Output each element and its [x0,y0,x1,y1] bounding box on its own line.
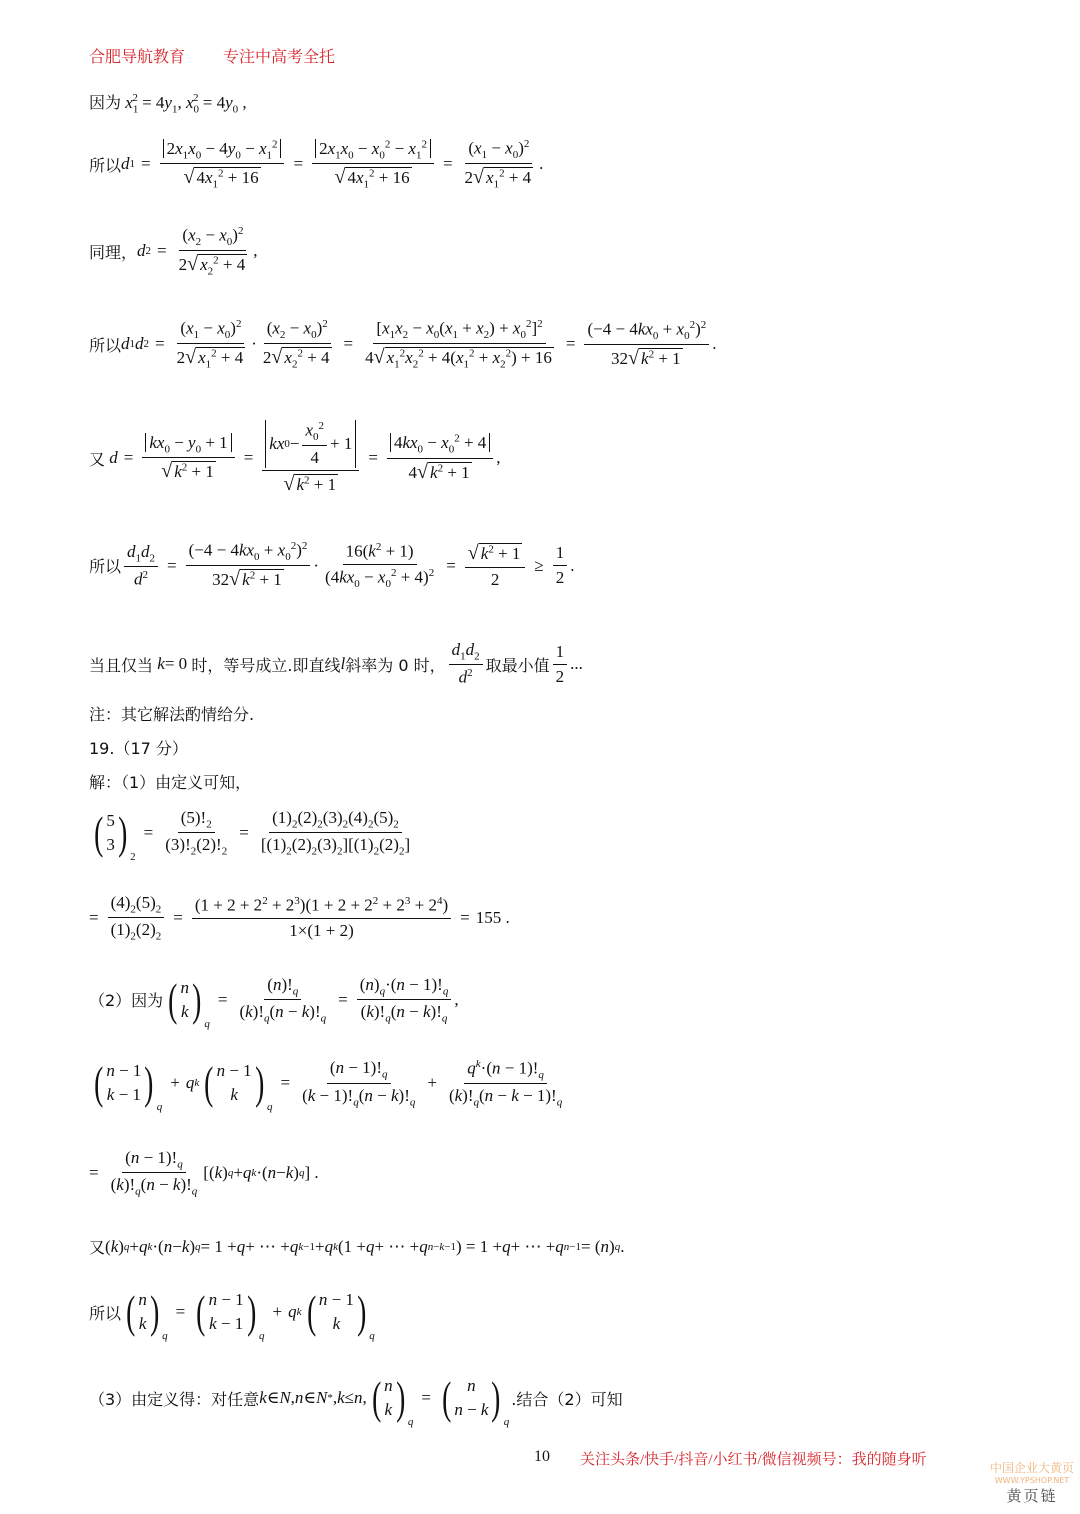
text-so-1: 所以 [89,155,122,175]
header-slogan: 专注中高考全托 [223,49,336,66]
watermark-logo [990,1459,1074,1506]
note: 注：其它解法酌情给分. [89,705,255,724]
eq-d1d2: 所以 d 1 d 2 = $\frac{(x_1 - x_0)^2}{2√ x_1^2 + 4}$ · $\frac{(x_2 - x_0)^2}{2√ x_2^2 + 4}$ = $\frac{[x_1x_2 - x_0(x_1 + x_2) + x_0^2]^2}{4√ x_1^2x_2^2 + 4(x_1^2 + x_2^2) + 16}$ = $\frac{(-4 - 4kx_0 + x_0^2)^2}{32√ k^2 + 1}$ . [89,318,717,371]
text-eq-cond2: 时，等号成立.即直线 [191,655,341,675]
eq-part2: （2）因为 ( n k ) $_q$ = $\frac{(n)!_q}{(k)!_q(n - k)!_q}$ = $\frac{(n)_q\cdot(n - 1)!_q}{(k)!_q(n - k)!_q}$ , [89,973,459,1030]
watermark-line3: 黄页链 [1006,1489,1058,1505]
text-likewise: 同理， [89,242,138,262]
footer-follow: 关注头条/快手/抖音/小红书/微信视频号：我的随身听 [580,1452,927,1468]
text-part3: （3）由定义得：对任意 [89,1389,260,1409]
eq-d2: 同理， d 2 = $\frac{(x_2 - x_0)^2}{2√ x_2^2 + 4}$ , [89,225,258,278]
text-part2: （2）因为 [89,991,164,1011]
line-because: 因为 $x_1^2 = 4y_1$, $x_0^2 = 4y_0$ , [89,92,247,116]
text-because: 因为 [89,93,122,112]
page-number: 10 [534,1448,550,1465]
eq-result-155: = $\frac{(4)_2(5)_2}{(1)_2(2)_2}$ = $\frac{(1 + 2 + 2^2 + 2^3)(1 + 2 + 2^2 + 2^3 + 2^4)}{1\times(1 + 2)}$ = 155 . [89,893,510,943]
eq-part3: （3）由定义得：对任意 k ∈ N , n ∈ N * , k ≤ n , ( n k ) $_q$ = ( n n − k ) $_q$ .结合（2）可知 [89,1372,623,1428]
eq-d1: 所以 d 1 = $\frac{2x_1x_0 - 4y_0 - x_1^2}{√ 4x_1^2 + 16}$ = $\frac{2x_1x_0 - x_0^2 - x_1^2}{√ 4x_1^2 + 16}$ = $\frac{(x_1 - x_0)^2}{2√ x_1^2 + 4}$ . [89,138,544,191]
eq-d: 又 d = $\frac{kx_0 - y_0 + 1}{√ k^2 + 1}$ = kx 0 − $\frac{x_0^2}{4}$ + 1 √ $k^2 + 1$ = $\frac{4kx_0 - x_0^2 + 4}{4√ k^2 + 1}$ , [89,420,501,496]
text-also-2: 又 [89,1238,106,1257]
text-so-3: 所以 [89,557,122,577]
eq-factor: = $\frac{(n - 1)!_q}{(k)!_q(n - k)!_q}$ [( k ) q + q k ·( n − k ) q ] . [89,1148,319,1198]
text-min-val: 取最小值 [485,655,550,675]
text-eq-cond: 当且仅当 [89,655,154,675]
page-header [89,44,373,67]
text-eq-cond3: 斜率为 0 时， [345,655,446,675]
solution-1: 解：（1）由定义可知， [89,773,252,792]
eq-conclusion: 所以 ( n k ) $_q$ = ( n − 1 k − 1 ) $_q$ + q k ( n − 1 k ) $_q$ [89,1286,375,1342]
eq-ratio: 所以 $\frac{d_1d_2}{d^2}$ = $\frac{(-4 - 4kx_0 + x_0^2)^2}{32√ k^2 + 1}$ · $\frac{16(k^2 + 1)}{(4kx_0 - x_0^2 + 4)^2}$ = $\frac{√ k^2 + 1}{2}$ ≥ $\frac{1}{2}$ . [89,540,575,591]
watermark-line2: WWW.YPSHOP.NET [994,1476,1070,1485]
eq-binom-5-3: ( 5 3 ) $_2$ = $\frac{(5)!_2}{(3)!_2(2)!_2}$ = $\frac{(1)_2(2)_2(3)_2(4)_2(5)_2}{[(1)_2(2)_2(3)_2][(1)_2(2)_2]}$ [94,806,411,863]
text-so-2: 所以 [89,335,122,355]
line-equality: 当且仅当 k = 0 时，等号成立.即直线 l 斜率为 0 时， $\frac{d_1d_2}{d^2}$ 取最小值 $\frac{1}{2}$ ... [89,640,583,688]
watermark-line1: 中国企业大黄页 [990,1461,1075,1475]
eq-pascal-sum: ( n − 1 k − 1 ) $_q$ + q k ( n − 1 k ) $_q$ = $\frac{(n - 1)!_q}{(k - 1)!_q(n - k)!_q}$ + $\frac{q^k\cdot(n - 1)!_q}{(k)!_q(n - k - 1)!_q}$ [94,1057,563,1114]
eq-identity: 又 ( k ) q + q k ·( n − k ) q = 1 + q + ⋯ + q k−1 + q k (1 + q + ⋯ + q n−k−1 ) = 1 + q + ⋯ + q n−1 = ( n ) q . [89,1236,625,1257]
question-19: 19.（17 分） [89,739,188,758]
text-so-4: 所以 [89,1303,122,1323]
header-org: 合肥导航教育 [89,49,186,66]
text-also-1: 又 [89,449,106,469]
text-part3-end: .结合（2）可知 [511,1389,623,1409]
